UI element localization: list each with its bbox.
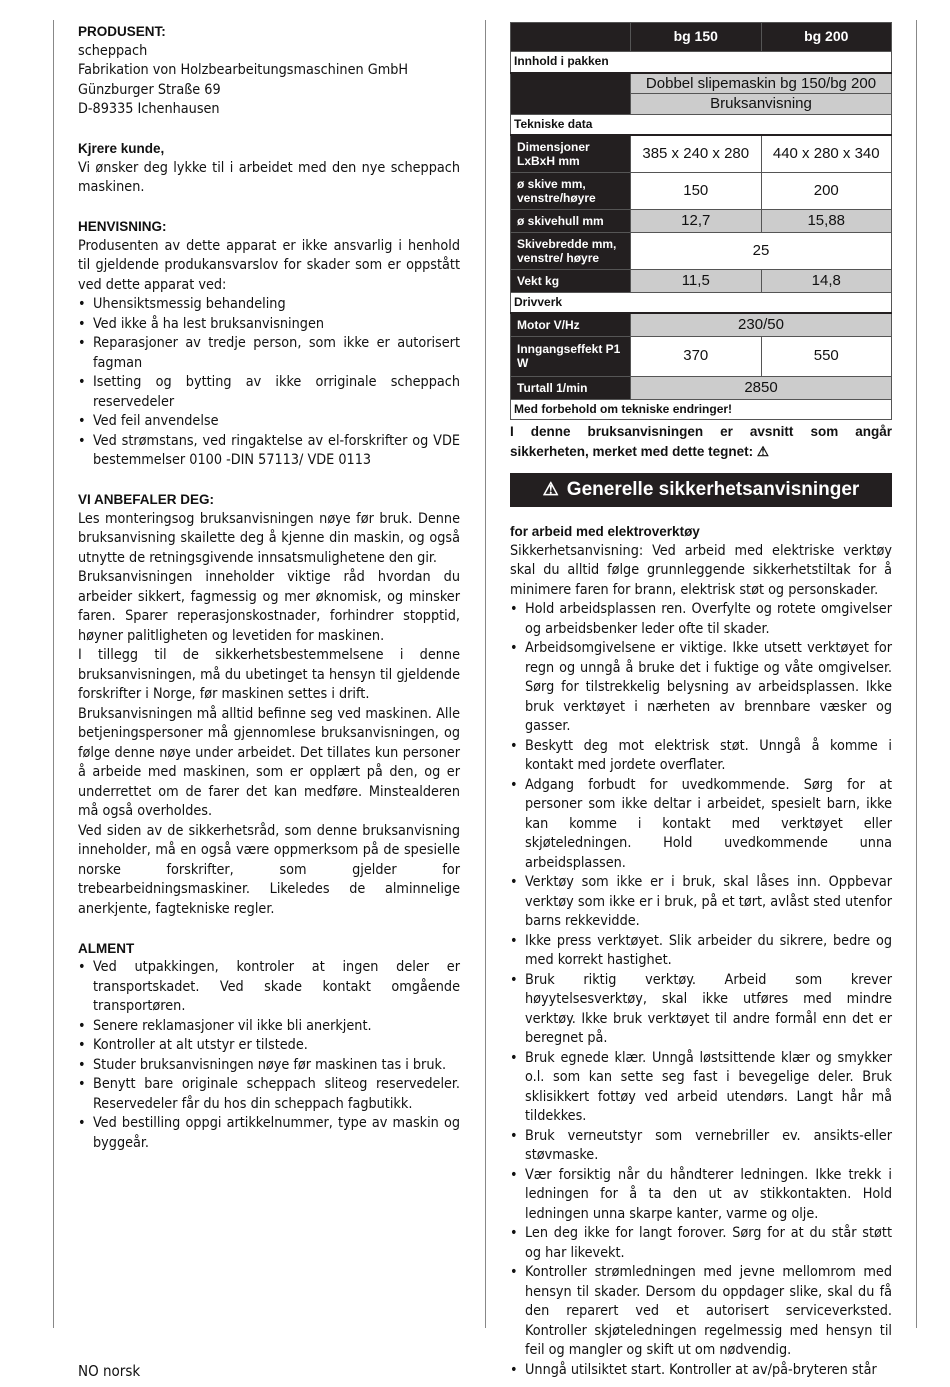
disc-width-value: 25: [631, 232, 892, 269]
column-header-bg150: bg 150: [631, 23, 762, 52]
recommend-paragraph: I tillegg til de sikkerhetsbestemmelsene i denne bruksanvisningen, må du ubetinget ta hensyn til gjeldende forskrifter i Norge, før maskinen settes i drift.: [78, 647, 460, 702]
recommend-paragraph: Bruksanvisningen må alltid befinne seg ved maskinen. Alle betjeningspersoner må gjennomlese bruksanvisningen, og følge denne nøye under arbeidet. Det tillates kun personer å arbeide med maskinen, som er opplært på den, og er underrettet om de farer det kan medføre. Minstealderen må også overholdes.: [78, 705, 460, 819]
dear-customer-text: Vi ønsker deg lykke til i arbeidet med den nye scheppach maskinen.: [78, 159, 460, 195]
list-item: • Bruk verneutstyr som vernebriller ev. ansikts-eller støvmaske.: [510, 1127, 892, 1166]
motor-label: Motor V/Hz: [511, 313, 631, 336]
disclaimer-note: Med forbehold om tekniske endringer!: [511, 399, 892, 420]
dims-bg150: 385 x 240 x 280: [631, 135, 762, 172]
producer-line: D-89335 Ichenhausen: [78, 101, 220, 117]
safety-marker-note: [510, 422, 892, 461]
list-item: • Adgang forbudt for uvedkommende. Sørg for at personer som ikke deltar i arbeidet, spesielt barn, ikke kan komme i kontakt med verktøyet eller skjøteledningen. Hold uvedkommende unna arbeidsplassen.: [510, 776, 892, 874]
producer-heading: PRODUSENT:: [78, 24, 166, 39]
list-item: • Kontroller at alt utstyr er tilstede.: [78, 1036, 460, 1056]
general-section: [78, 939, 460, 1154]
list-item: • Arbeidsomgivelsene er viktige. Ikke utsett verktøyet for regn og unngå å bruke det i fuktige og våte omgivelser. Sørg for tilstrekkelig belysning av arbeidsplassen. Ikke bruk verktøyet i nærheten av brennbare væsker og gasser.: [510, 639, 892, 737]
list-item: • Benytt bare originale scheppach sliteog reservedeler. Reservedeler får du hos din scheppach fagbutikk.: [78, 1075, 460, 1114]
power-tools-intro: Sikkerhetsanvisning: Ved arbeid med elektriske verktøy skal du alltid følge grunnleggende sikkerhetstiltak for å minimere faren for brann, elektrisk støt og personskader.: [510, 542, 892, 598]
list-item: • Reparasjoner av tredje person, som ikke er autorisert fagman: [78, 334, 460, 373]
list-item: • Beskytt deg mot elektrisk støt. Unngå å komme i kontakt med jordete overflater.: [510, 737, 892, 776]
list-item: • Len deg ikke for langt forover. Sørg for at du står støtt og har likevekt.: [510, 1224, 892, 1263]
list-item: • Bruk egnede klær. Unngå løstsittende klær og smykker o.l. som kan sette seg fast i bevegelige deler. Bruk sklisikkert fottøy ved arbeid utendørs. Langt hår må tildekkes.: [510, 1049, 892, 1127]
page-footer-language: NO norsk: [78, 1362, 141, 1380]
list-item: • Ved ikke å ha lest bruksanvisningen: [78, 315, 460, 335]
contents-line: Dobbel slipemaskin bg 150/bg 200: [631, 73, 892, 94]
list-item: • Ved utpakkingen, kontroler at ingen deler er transportskadet. Ved skade kontakt omgående transportøren.: [78, 958, 460, 1017]
tech-data-label: Tekniske data: [511, 114, 892, 135]
power-bg200: 550: [761, 336, 892, 376]
weight-label: Vekt kg: [511, 269, 631, 292]
left-column: [78, 22, 460, 1153]
list-item: • Ved strømstans, ved ringaktelse av el-forskrifter og VDE bestemmelser 0100 -DIN 57113/ VDE 0113: [78, 432, 460, 471]
center-divider-rule: [485, 20, 486, 1328]
right-margin-rule: [916, 20, 917, 1328]
list-item: • Bruk riktig verktøy. Arbeid som krever høyytelsesverktøy, skal ikke utføres med mindre verktøy. Ikke bruk verktøyet til andre formål enn det er beregnet på.: [510, 971, 892, 1049]
bore-label: ø skivehull mm: [511, 209, 631, 232]
notice-text: Produsenten av dette apparat er ikke ansvarlig i henhold til gjeldende produkansvarslov for skader som er oppstått ved dette apparat ved:: [78, 237, 460, 293]
recommend-heading: VI ANBEFALER DEG:: [78, 492, 215, 507]
recommend-section: [78, 490, 460, 919]
disc-bg150: 150: [631, 172, 762, 209]
list-item: • Senere reklamasjoner vil ikke bli anerkjent.: [78, 1017, 460, 1037]
producer-section: [78, 22, 460, 120]
contents-line: Bruksanvisning: [631, 94, 892, 115]
weight-bg150: 11,5: [631, 269, 762, 292]
list-item: • Isetting og bytting av ikke orriginale scheppach reservedeler: [78, 373, 460, 412]
contents-label-cell: [511, 73, 631, 115]
producer-line: Günzburger Straße 69: [78, 81, 221, 98]
table-corner: [511, 23, 631, 52]
list-item: • Unngå utilsiktet start. Kontroller at av/på-bryteren står: [510, 1361, 892, 1381]
speed-label: Turtall 1/min: [511, 376, 631, 399]
spec-table: [510, 22, 892, 420]
dims-label: Dimensjoner LxBxH mm: [511, 135, 631, 172]
drive-label: Drivverk: [511, 292, 892, 313]
dims-bg200: 440 x 280 x 340: [761, 135, 892, 172]
recommend-paragraph: Ved siden av de sikkerhetsråd, som denne bruksanvisning inneholder, må en også være oppmerksom på de spesielle norske forskrifter, som gjelder for trebearbeidningsmaskiner. Likeledes de alminnelige anerkjente, fagtekniske regler.: [78, 822, 460, 917]
right-column: [510, 22, 892, 1380]
dear-customer-section: [78, 139, 460, 198]
contents-label: Innhold i pakken: [511, 52, 892, 73]
list-item: • Ikke press verktøyet. Slik arbeider du sikrere, bedre og med korrekt hastighet.: [510, 932, 892, 971]
power-tools-heading: for arbeid med elektroverktøy: [510, 524, 700, 539]
list-item: • Kontroller strømledningen med jevne mellomrom med hensyn til skader. Dersom du oppdager slike, skal du få den reparert ved et autorisert serviceverksted. Kontroller skjøteledningen regelmessig med hensyn til feil og mangler og skift ut om nødvendig.: [510, 1263, 892, 1361]
recommend-paragraph: Les monteringsog bruksanvisningen nøye før bruk. Denne bruksanvisning skailette deg å kjenne din maskin, og også utnytte de retningsgivende innsatsmulighetene den gir.: [78, 510, 460, 566]
producer-line: Fabrikation von Holzbearbeitungsmaschinen GmbH: [78, 62, 409, 78]
list-item: • Verktøy som ikke er i bruk, skal låses inn. Oppbevar verktøy som ikke er i bruk, på et tørt, avlåst sted utenfor barns rekkevidde.: [510, 873, 892, 932]
list-item: • Uhensiktsmessig behandeling: [78, 295, 460, 315]
power-label: Inngangseffekt P1 W: [511, 336, 631, 376]
notice-section: [78, 217, 460, 471]
list-item: • Vær forsiktig når du håndterer ledningen. Ikke trekk i ledningen for å ta den ut av stikkontakten. Hold ledningen unna skarpe kanter, varme og olje.: [510, 1166, 892, 1225]
list-item: • Hold arbeidsplassen ren. Overfylte og rotete omgivelser og arbeidsbenker leder ofte til skader.: [510, 600, 892, 639]
warning-triangle-icon: ⚠: [542, 479, 559, 500]
disc-width-label: Skivebredde mm, venstre/ høyre: [511, 232, 631, 269]
list-item: • Ved bestilling oppgi artikkelnummer, type av maskin og byggeår.: [78, 1114, 460, 1153]
power-tools-list: [510, 600, 892, 1380]
list-item: • Ved feil anvendelse: [78, 412, 460, 432]
disc-label: ø skive mm, venstre/høyre: [511, 172, 631, 209]
general-list: [78, 958, 460, 1153]
weight-bg200: 14,8: [761, 269, 892, 292]
disc-bg200: 200: [761, 172, 892, 209]
safety-banner: [510, 473, 892, 507]
column-header-bg200: bg 200: [761, 23, 892, 52]
notice-heading: HENVISNING:: [78, 219, 167, 234]
motor-value: 230/50: [631, 313, 892, 336]
recommend-paragraph: Bruksanvisningen inneholder viktige råd hvordan du arbeider sikkert, fagmessig og mer øknomisk, og minsker faren. Sparer reperasjonskostnader, forhindrer stopptid, høyner palitligheten og levetiden for maskinen.: [78, 569, 460, 644]
safety-marker-text: I denne bruksanvisningen er avsnitt som angår sikkerheten, merket med dette tegnet:: [510, 424, 892, 459]
power-bg150: 370: [631, 336, 762, 376]
bore-bg200: 15,88: [761, 209, 892, 232]
general-heading: ALMENT: [78, 940, 135, 956]
list-item: • Studer bruksanvisningen nøye før maskinen tas i bruk.: [78, 1056, 460, 1076]
dear-customer-heading: Kjrere kunde,: [78, 141, 165, 156]
banner-title: Generelle sikkerhetsanvisninger: [566, 479, 860, 501]
producer-line: scheppach: [78, 42, 148, 59]
warning-triangle-icon: ⚠: [756, 443, 769, 459]
notice-list: [78, 295, 460, 471]
speed-value: 2850: [631, 376, 892, 399]
bore-bg150: 12,7: [631, 209, 762, 232]
left-margin-rule: [53, 20, 54, 1328]
